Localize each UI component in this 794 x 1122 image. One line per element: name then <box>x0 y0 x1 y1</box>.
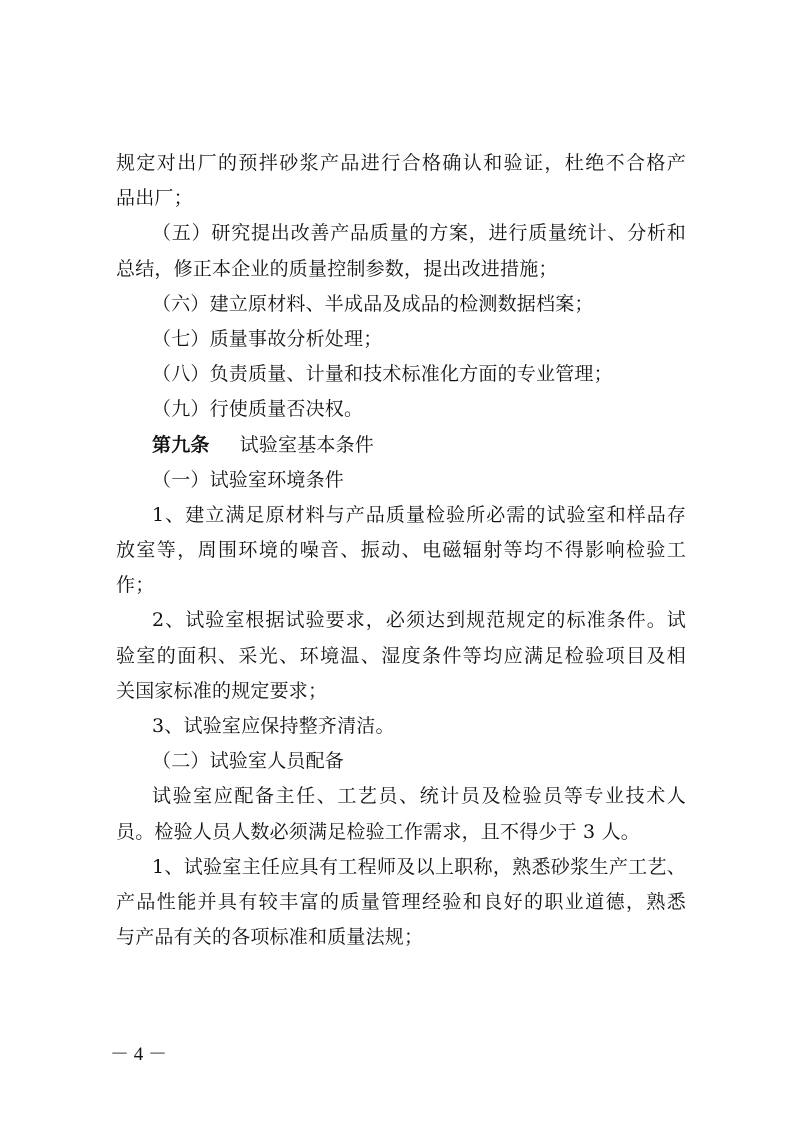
text-line: 1、建立满足原材料与产品质量检验所必需的试验室和样品存 <box>152 503 686 526</box>
text-line: 规定对出厂的预拌砂浆产品进行合格确认和验证，杜绝不合格产 <box>116 152 686 174</box>
body-text <box>116 146 686 955</box>
text-line: （九）行使质量否决权。 <box>152 398 364 421</box>
text-line: 验室的面积、采光、环境温、湿度条件等均应满足检验项目及相 <box>116 644 686 667</box>
article-title: 试验室基本条件 <box>239 433 375 456</box>
text-line: 总结，修正本企业的质量控制参数，提出改进措施； <box>116 257 558 280</box>
text-line: 品出厂； <box>116 187 193 210</box>
text-line: 作； <box>116 574 155 597</box>
page-number: － 4 － <box>110 1044 168 1065</box>
text-line: 关国家标准的规定要求； <box>116 679 328 702</box>
article-heading <box>116 428 686 463</box>
text-line: 试验室应配备主任、工艺员、统计员及检验员等专业技术人 <box>152 785 686 808</box>
text-line: 2、试验室根据试验要求，必须达到规范规定的标准条件。试 <box>152 609 686 632</box>
text-line: 员。检验人员人数必须满足检验工作需求，且不得少于 3 人。 <box>116 820 640 843</box>
text-line: 1、试验室主任应具有工程师及以上职称，熟悉砂浆生产工艺、 <box>152 855 686 878</box>
text-line: 与产品有关的各项标准和质量法规； <box>116 926 424 949</box>
text-line: 3、试验室应保持整齐清洁。 <box>152 715 395 737</box>
text-line: （六）建立原材料、半成品及成品的检测数据档案； <box>152 292 594 315</box>
section-heading: （一）试验室环境条件 <box>152 468 345 491</box>
text-line: 放室等，周围环境的噪音、振动、电磁辐射等均不得影响检验工 <box>116 539 686 562</box>
article-number: 第九条 <box>152 433 210 456</box>
text-line: （八）负责质量、计量和技术标准化方面的专业管理； <box>152 363 613 386</box>
section-heading: （二）试验室人员配备 <box>152 750 345 773</box>
text-line: 产品性能并具有较丰富的质量管理经验和良好的职业道德，熟悉 <box>116 890 686 913</box>
text-line: （七）质量事故分析处理； <box>152 327 383 350</box>
text-line: （五）研究提出改善产品质量的方案，进行质量统计、分析和 <box>152 222 686 245</box>
